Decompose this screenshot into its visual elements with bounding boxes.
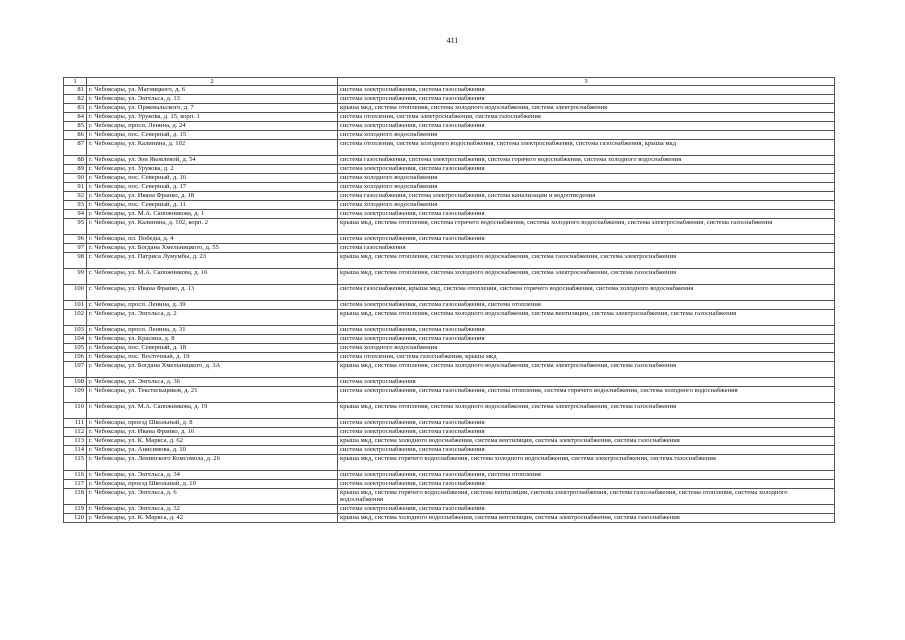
row-systems: крыша мкд, система горячего водоснабжения, система вентиляции, система электроснабжения, система газоснабжения, система отопления, система холодного водоснабжения [338,489,835,505]
table-row [64,514,835,523]
table-row [64,455,835,471]
table-row [64,95,835,104]
table-row [64,446,835,455]
row-systems: крыша мкд, система отопления, система горячего водоснабжения, система холодного водоснабжения, система электроснабжения, система газоснабжения [338,219,835,235]
row-address: г. Чебоксары, ул. Энгельса, д. 32 [87,505,338,514]
header-col-number: 1 [64,78,87,86]
table-row [64,335,835,344]
row-number: 99 [64,269,87,285]
row-number: 85 [64,122,87,131]
row-address: г. Чебоксары, просп. Ленина, д. 24 [87,122,338,131]
row-systems: крыша мкд, система отопления, система холодного водоснабжения, система газоснабжения, система электроснабжения [338,253,835,269]
row-address: г. Чебоксары, ул. М.А. Сапожникова, д. 19 [87,403,338,419]
row-systems: система отопления, система холодного водоснабжения, система электроснабжения, система газоснабжения, крыша мкд [338,140,835,156]
row-number: 102 [64,310,87,326]
row-address: г. Чебоксары, ул. Патриса Лумумбы, д. 23 [87,253,338,269]
row-systems: система газоснабжения, крыша мкд, система отопления, система горячего водоснабжения, система холодного водоснабжения [338,285,835,301]
row-systems: система электроснабжения, система газоснабжения [338,235,835,244]
row-number: 103 [64,326,87,335]
row-number: 100 [64,285,87,301]
row-number: 118 [64,489,87,505]
row-number: 115 [64,455,87,471]
row-address: г. Чебоксары, пос. Северный, д. 16 [87,174,338,183]
row-number: 106 [64,353,87,362]
table-row [64,165,835,174]
row-systems: система электроснабжения, система газоснабжения [338,326,835,335]
row-number: 112 [64,428,87,437]
table-row [64,140,835,156]
page-number: 411 [446,36,459,45]
row-address: г. Чебоксары, ул. Энгельса, д. 34 [87,471,338,480]
row-address: г. Чебоксары, ул. Ивана Франко, д. 13 [87,285,338,301]
table-row [64,156,835,165]
row-address: г. Чебоксары, ул. Энгельса, д. 36 [87,378,338,387]
row-address: г. Чебоксары, ул. Урукова, д. 15, корп. 1 [87,113,338,122]
row-systems: система электроснабжения, система газоснабжения [338,86,835,95]
table-row [64,244,835,253]
row-systems: система электроснабжения, система газоснабжения [338,480,835,489]
row-address: г. Чебоксары, ул. Текстильщиков, д. 21 [87,387,338,403]
row-systems: система электроснабжения, система газоснабжения [338,505,835,514]
row-number: 83 [64,104,87,113]
row-address: г. Чебоксары, ул. Энгельса, д. 13 [87,95,338,104]
row-address: г. Чебоксары, ул. Красина, д. 8 [87,335,338,344]
row-systems: система электроснабжения, система газоснабжения [338,428,835,437]
row-address: г. Чебоксары, проезд Школьный, д. 8 [87,419,338,428]
row-systems: крыша мкд, система отопления, система холодного водоснабжения, система электроснабжения, система газоснабжения [338,269,835,285]
row-address: г. Чебоксары, пос. Северный, д. 17 [87,183,338,192]
row-address: г. Чебоксары, пос. Северный, д. 15 [87,131,338,140]
table-row [64,183,835,192]
table-row [64,235,835,244]
row-number: 117 [64,480,87,489]
row-address: г. Чебоксары, пос. Северный, д. 11 [87,201,338,210]
row-address: г. Чебоксары, ул. Ивана Франко, д. 16 [87,428,338,437]
row-systems: крыша мкд, система отопления, система холодного водоснабжения, система электроснабжения, система газоснабжения [338,362,835,378]
table-row [64,269,835,285]
table-row [64,301,835,310]
row-number: 88 [64,156,87,165]
table-header-row [64,78,835,86]
row-number: 97 [64,244,87,253]
table-row [64,378,835,387]
row-number: 105 [64,344,87,353]
table-row [64,285,835,301]
row-number: 111 [64,419,87,428]
row-systems: система электроснабжения, система газоснабжения [338,446,835,455]
row-number: 93 [64,201,87,210]
row-number: 91 [64,183,87,192]
table-row [64,480,835,489]
row-address: г. Чебоксары, ул. Энгельса, д. 2 [87,310,338,326]
table-body [64,78,835,523]
row-address: г. Чебоксары, пос. Восточный, д. 19 [87,353,338,362]
row-number: 84 [64,113,87,122]
table-row [64,419,835,428]
row-number: 87 [64,140,87,156]
row-number: 95 [64,219,87,235]
row-systems: крыша мкд, система холодного водоснабжения, система вентиляции, система электроснабжения, система газоснабжения [338,437,835,446]
row-systems: система электроснабжения, система газоснабжения [338,210,835,219]
row-address: г. Чебоксары, ул. Зои Яковлевой, д. 54 [87,156,338,165]
row-systems: система электроснабжения, система газоснабжения [338,419,835,428]
row-address: г. Чебоксары, ул. Калинина, д. 102 [87,140,338,156]
row-number: 86 [64,131,87,140]
row-systems: система газоснабжения [338,244,835,253]
header-col-systems: 3 [338,78,835,86]
table-row [64,353,835,362]
row-number: 96 [64,235,87,244]
row-systems: крыша мкд, система отопления, система холодного водоснабжения, система электроснабжения, система газоснабжения [338,403,835,419]
table-row [64,437,835,446]
row-number: 113 [64,437,87,446]
table-row [64,489,835,505]
table-row [64,192,835,201]
table-row [64,174,835,183]
row-systems: система электроснабжения, система газоснабжения [338,122,835,131]
row-number: 89 [64,165,87,174]
table-row [64,131,835,140]
row-number: 81 [64,86,87,95]
row-systems: система электроснабжения, система газоснабжения [338,95,835,104]
row-number: 110 [64,403,87,419]
header-col-address: 2 [87,78,338,86]
row-address: г. Чебоксары, ул. Ивана Франко, д. 18 [87,192,338,201]
row-address: г. Чебоксары, просп. Ленина, д. 31 [87,326,338,335]
row-address: г. Чебоксары, ул. К. Маркса, д. 62 [87,437,338,446]
row-systems: система электроснабжения, система газоснабжения [338,165,835,174]
row-address: г. Чебоксары, ул. М.А. Сапожникова, д. 16 [87,269,338,285]
row-number: 116 [64,471,87,480]
row-systems: крыша мкд, система холодного водоснабжения, система вентиляции, система электроснабжения, система газоснабжения [338,514,835,523]
row-address: г. Чебоксары, ул. Калинина, д. 102, корп. 2 [87,219,338,235]
row-address: г. Чебоксары, ул. Магницкого, д. 6 [87,86,338,95]
row-number: 109 [64,387,87,403]
row-address: г. Чебоксары, ул. Энгельса, д. 6 [87,489,338,505]
row-systems: система электроснабжения [338,378,835,387]
row-systems: система холодного водоснабжения [338,183,835,192]
row-number: 104 [64,335,87,344]
row-address: г. Чебоксары, ул. Богдана Хмельницкого, д. 3А [87,362,338,378]
row-systems: система отопления, система электроснабжения, система газоснабжения [338,113,835,122]
table-row [64,387,835,403]
row-systems: система газоснабжения, система электроснабжения, система канализации и водоотведения [338,192,835,201]
table-row [64,326,835,335]
row-systems: крыша мкд, система горячего водоснабжения, система холодного водоснабжения, система электроснабжения, система газоснабжения [338,455,835,471]
row-systems: система холодного водоснабжения [338,201,835,210]
table-row [64,344,835,353]
row-number: 92 [64,192,87,201]
row-number: 101 [64,301,87,310]
row-number: 82 [64,95,87,104]
row-number: 107 [64,362,87,378]
row-number: 119 [64,505,87,514]
table-row [64,471,835,480]
table-row [64,113,835,122]
row-address: г. Чебоксары, ул. Ленинского Комсомола, д. 26 [87,455,338,471]
row-address: г. Чебоксары, пос. Северный, д. 18 [87,344,338,353]
row-systems: система холодного водоснабжения [338,174,835,183]
row-number: 114 [64,446,87,455]
table-row [64,86,835,95]
table-row [64,428,835,437]
row-address: г. Чебоксары, проезд Школьный, д. 10 [87,480,338,489]
row-number: 120 [64,514,87,523]
table-row [64,104,835,113]
row-systems: крыша мкд, система отопления, система холодного водоснабжения, система вентиляции, система электроснабжения, система газоснабжения [338,310,835,326]
table-row [64,310,835,326]
row-systems: система газоснабжения, система электроснабжения, система горячего водоснабжения, система холодного водоснабжения [338,156,835,165]
row-systems: система электроснабжения, система газоснабжения, система отопления, система горячего водоснабжения, система холодного водоснабжения [338,387,835,403]
table-row [64,362,835,378]
row-number: 94 [64,210,87,219]
table-row [64,122,835,131]
table-row [64,253,835,269]
row-address: г. Чебоксары, просп. Ленина, д. 39 [87,301,338,310]
row-systems: система отопления, система газоснабжения, крыша мкд [338,353,835,362]
table-row [64,201,835,210]
row-systems: система холодного водоснабжения [338,344,835,353]
row-address: г. Чебоксары, ул. К. Маркса, д. 42 [87,514,338,523]
row-address: г. Чебоксары, ул. Богдана Хмельницкого, д. 55 [87,244,338,253]
row-number: 90 [64,174,87,183]
registry-table [63,77,835,523]
row-systems: система электроснабжения, система газоснабжения [338,335,835,344]
table-row [64,210,835,219]
row-address: г. Чебоксары, ул. Пржевальского, д. 7 [87,104,338,113]
table-row [64,219,835,235]
table-row [64,403,835,419]
row-systems: система холодного водоснабжения [338,131,835,140]
table-row [64,505,835,514]
row-address: г. Чебоксары, ул. М.А. Сапожникова, д. 1 [87,210,338,219]
row-address: г. Чебоксары, пл. Победы, д. 4 [87,235,338,244]
row-systems: система электроснабжения, система газоснабжения, система отопления [338,301,835,310]
row-systems: крыша мкд, система отопления, система холодного водоснабжения, система электроснабжения [338,104,835,113]
row-number: 98 [64,253,87,269]
row-address: г. Чебоксары, ул. Анисимова, д. 10 [87,446,338,455]
row-systems: система электроснабжения, система газоснабжения, система отопления [338,471,835,480]
row-number: 108 [64,378,87,387]
row-address: г. Чебоксары, ул. Урукова, д. 2 [87,165,338,174]
